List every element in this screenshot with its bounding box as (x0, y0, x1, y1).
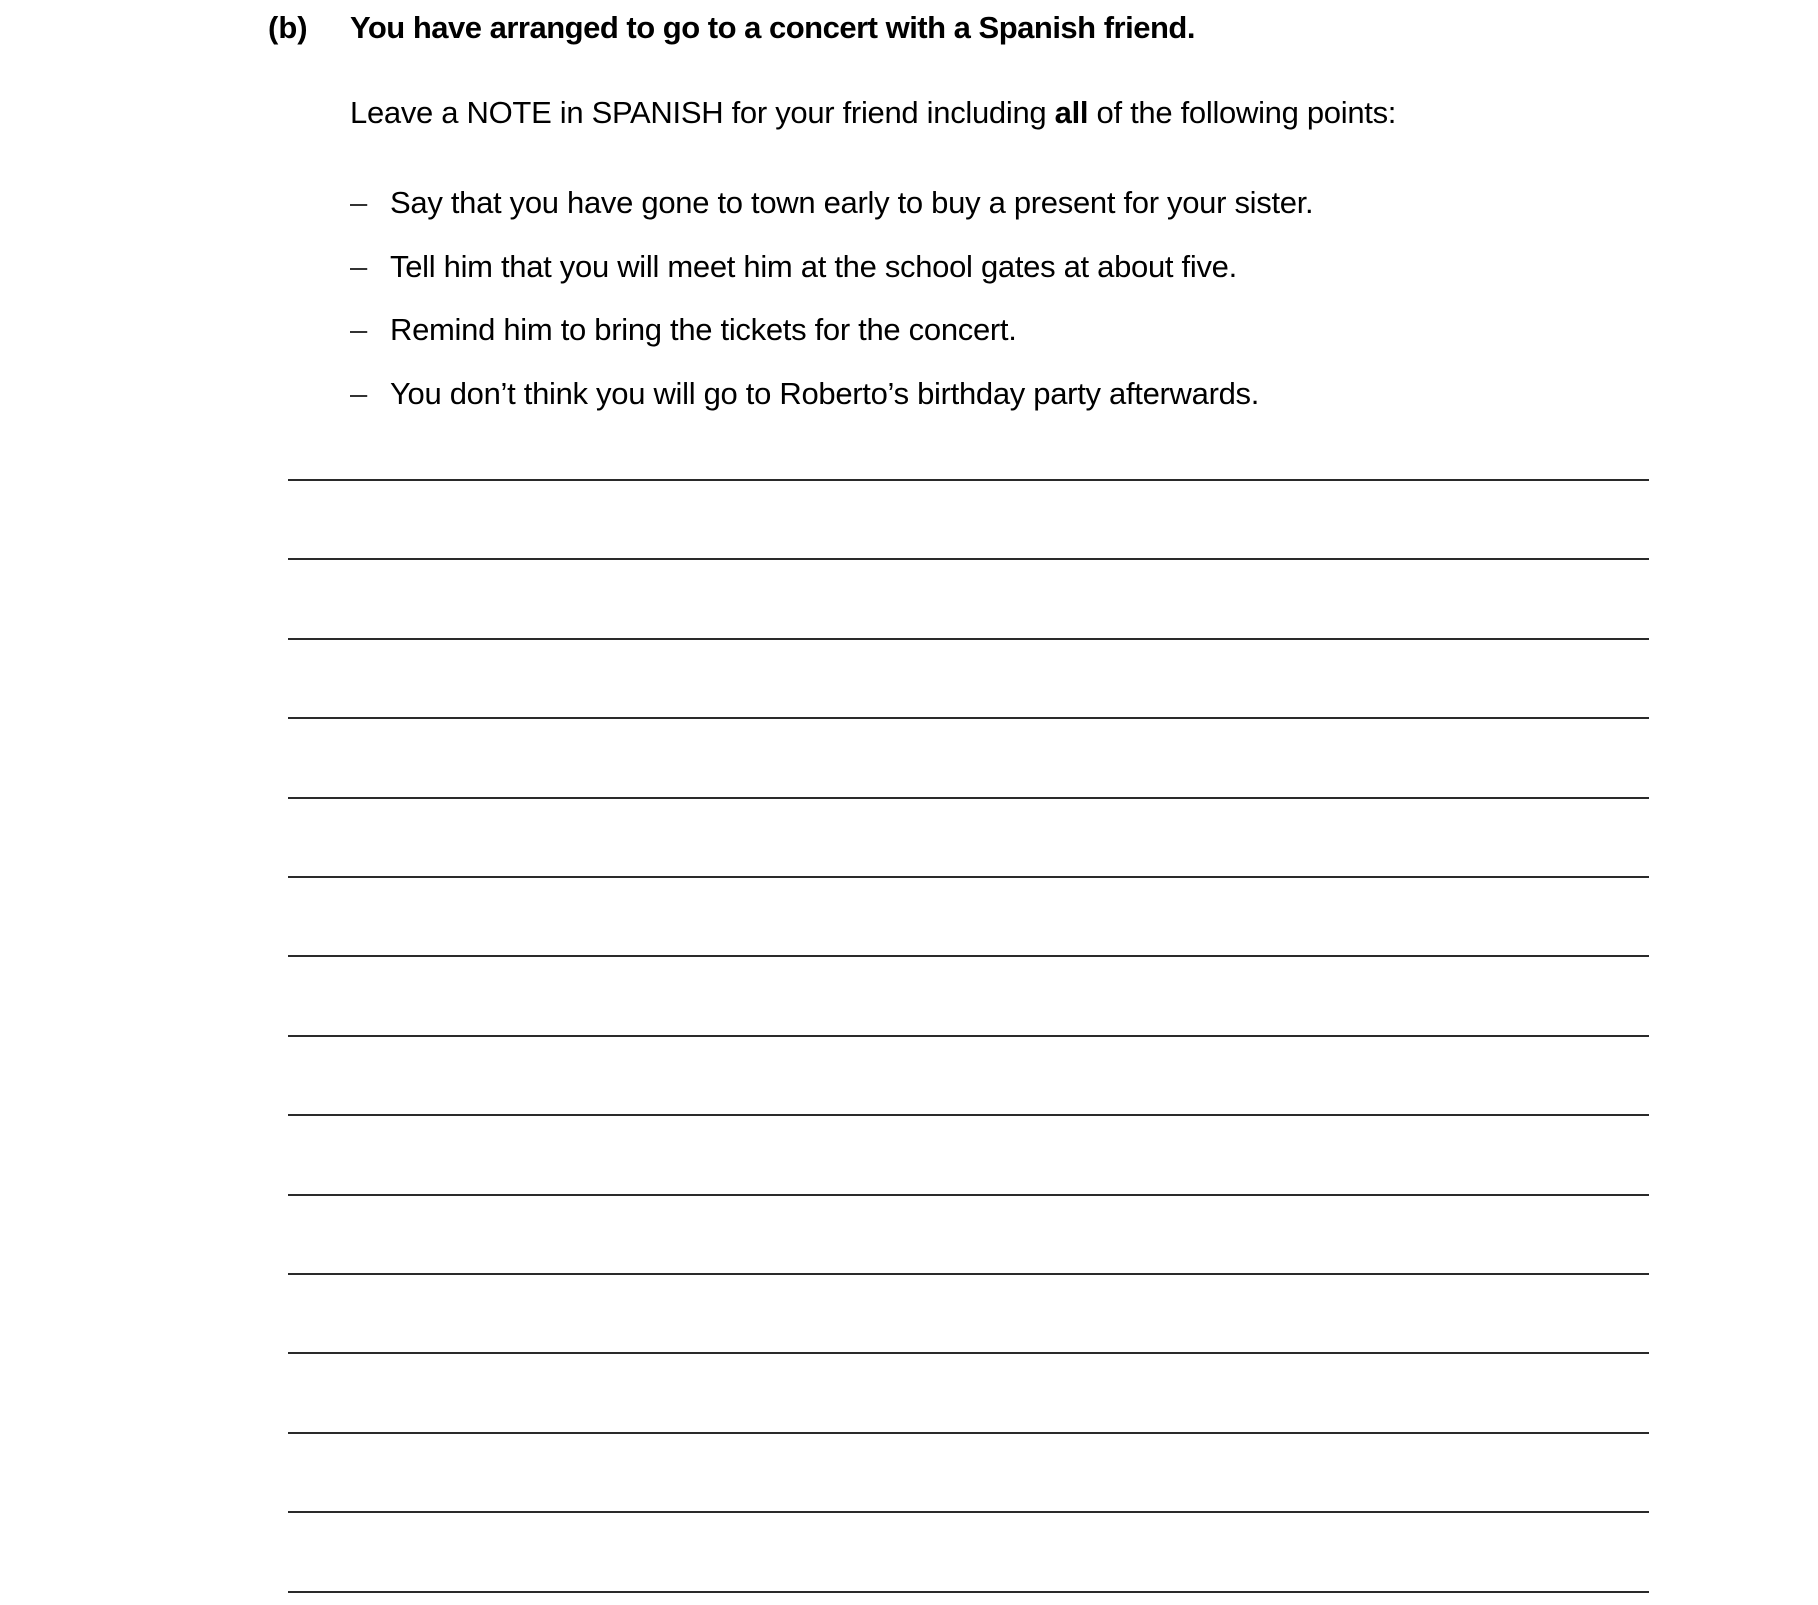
point-list (350, 185, 1313, 439)
answer-line[interactable] (288, 876, 1649, 878)
answer-line[interactable] (288, 717, 1649, 719)
dash-bullet-icon: – (350, 312, 367, 347)
point-text: You don’t think you will go to Roberto’s birthday party afterwards. (390, 375, 1260, 411)
answer-line[interactable] (288, 1194, 1649, 1196)
answer-line[interactable] (288, 1273, 1649, 1275)
instruction-after: of the following points: (1088, 95, 1397, 130)
point-text: Remind him to bring the tickets for the concert. (390, 312, 1017, 347)
answer-line[interactable] (288, 955, 1649, 957)
list-item (350, 376, 1313, 440)
list-item (350, 249, 1313, 313)
question-label: (b) (268, 10, 308, 45)
answer-line[interactable] (288, 1352, 1649, 1354)
instruction-emphasis: all (1054, 95, 1089, 130)
answer-line[interactable] (288, 638, 1649, 640)
list-item (350, 312, 1313, 376)
dash-bullet-icon: – (350, 375, 367, 411)
answer-line[interactable] (288, 558, 1649, 560)
point-text: Tell him that you will meet him at the school gates at about five. (390, 248, 1237, 284)
list-item (350, 185, 1313, 249)
answer-line[interactable] (288, 797, 1649, 799)
answer-line[interactable] (288, 1591, 1649, 1593)
instruction-text (350, 95, 1396, 131)
answer-line[interactable] (288, 1511, 1649, 1513)
answer-line[interactable] (288, 1432, 1649, 1434)
point-text: Say that you have gone to town early to buy a present for your sister. (390, 185, 1314, 220)
answer-line[interactable] (288, 479, 1649, 481)
question-title: You have arranged to go to a concert with a Spanish friend. (350, 10, 1195, 45)
answer-line[interactable] (288, 1035, 1649, 1037)
instruction-before: Leave a NOTE in SPANISH for your friend including (350, 95, 1055, 130)
dash-bullet-icon: – (350, 185, 367, 220)
answer-line[interactable] (288, 1114, 1649, 1116)
dash-bullet-icon: – (350, 248, 367, 284)
